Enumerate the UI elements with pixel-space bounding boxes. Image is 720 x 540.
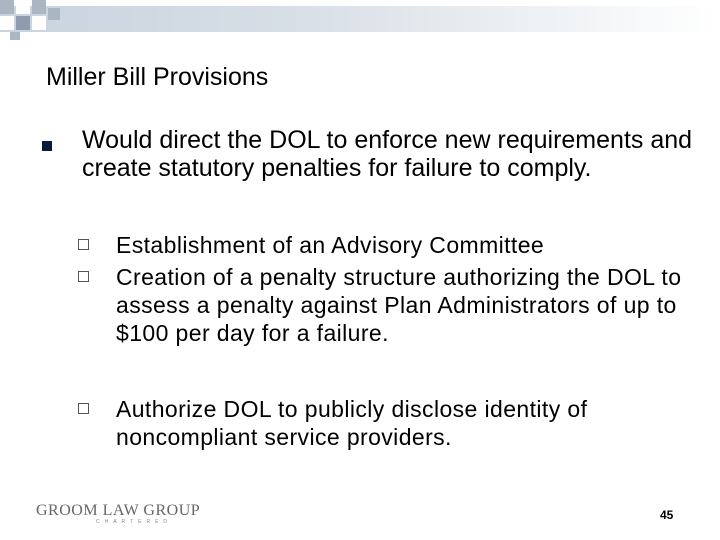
- decor-square: [48, 8, 60, 20]
- decor-square: [32, 0, 46, 14]
- decor-square: [10, 32, 20, 40]
- slide-title: Miller Bill Provisions: [46, 63, 269, 91]
- groom-law-group-logo: GROOM LAW GROUP: [36, 502, 201, 519]
- decor-square: [16, 16, 30, 30]
- decor-square: [0, 0, 14, 14]
- sub-bullet-text: Establishment of an Advisory Committee: [116, 232, 545, 258]
- page-number: 45: [660, 508, 674, 522]
- checkbox-bullet-icon: [78, 403, 89, 414]
- decor-square: [0, 16, 14, 30]
- bullet-level1-text: Would direct the DOL to enforce new requirements and create statutory penalties for failure to comply.: [82, 126, 693, 182]
- decor-square: [16, 0, 30, 14]
- sub-bullet-text: Creation of a penalty structure authorizing the DOL to assess a penalty against Plan Administrators of up to $100 per day for a failure.: [116, 264, 682, 346]
- top-gradient-strip: [0, 6, 720, 32]
- checkbox-bullet-icon: [78, 271, 89, 282]
- logo-subtext: CHARTERED: [96, 519, 173, 525]
- decor-square: [32, 16, 46, 30]
- square-bullet-icon: [42, 141, 52, 151]
- checkbox-bullet-icon: [78, 239, 89, 250]
- sub-bullet-text: Authorize DOL to publicly disclose identity of noncompliant service providers.: [116, 396, 588, 450]
- top-decorative-band: [0, 0, 720, 40]
